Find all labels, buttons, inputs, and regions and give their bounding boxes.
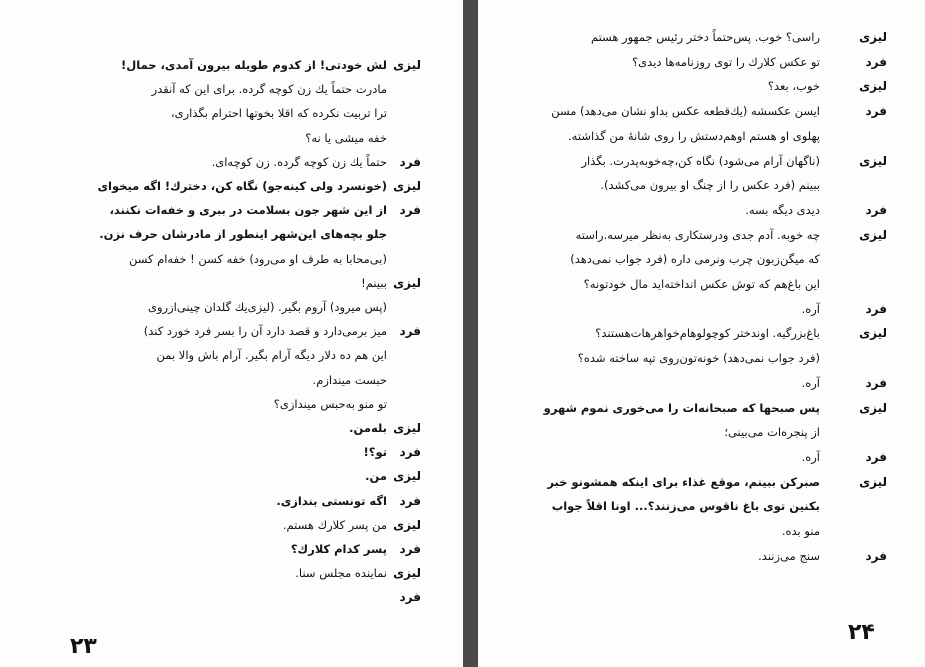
dialogue-line: پسر کدام کلارك؟ (290, 542, 387, 556)
speaker-label: لیزی (859, 326, 887, 341)
dialogue-line: اگه تونستی بندازی. (276, 493, 387, 508)
speaker-label: لیزی (859, 227, 887, 242)
dialogue-line: (پس میرود) آروم بگیر. (لیزی‌یك گلدان چینی‌ازروی (147, 300, 387, 314)
dialogue-line: تو عکس کلارك را توی روزنامه‌ها دیدی؟ (632, 54, 820, 69)
dialogue-line: میز برمی‌دارد و قصد دارد آن را بسر فرد خورد کند) (143, 324, 387, 339)
dialogue-line: لش خودتی! از کدوم طویله بیرون آمدی، حمال! (121, 58, 387, 72)
dialogue-line: حبست میندازم. (312, 372, 387, 387)
speaker-label: فرد (865, 54, 887, 69)
speaker-label: فرد (399, 493, 421, 508)
dialogue-line: تو؟! (363, 445, 387, 460)
dialogue-line: خفه میشی یا نه؟ (305, 130, 387, 145)
speaker-label: فرد (865, 449, 887, 464)
speaker-label: لیزی (393, 469, 421, 484)
speaker-label: فرد (865, 548, 887, 563)
speaker-label: فرد (399, 203, 421, 218)
speaker-label: فرد (865, 202, 887, 217)
dialogue-line: ایسن عکسشه (یك‌قطعه عکس بداو نشان می‌دهد) مسن (551, 104, 820, 119)
dialogue-line: این هم ده دلار دیگه آرام بگیر. آرام باش والا بمن (156, 348, 387, 363)
dialogue-line: پس صبحها که صبحانه‌ات را می‌خوری نموم شهرو (543, 400, 820, 415)
speaker-label: فرد (399, 154, 421, 169)
dialogue-line: این باغ‌هم که توش عکس انداخته‌اید مال خودتونه؟ (583, 277, 820, 291)
dialogue-line: نماینده مجلس سنا. (295, 566, 387, 581)
dialogue-line: آره. (801, 301, 820, 316)
dialogue-line: دیدی دیگه بسه. (745, 202, 820, 217)
dialogue-line: (بی‌محابا به طرف او می‌رود) خفه کسن ! خفه‌ام کسن (128, 251, 387, 266)
dialogue-line: که میگن‌زبون چرب ونرمی داره (فرد جواب نمی‌دهد) (570, 252, 820, 267)
dialogue-line: از پنجره‌ات می‌بینی؛ (724, 425, 820, 440)
speaker-label: لیزی (859, 400, 887, 415)
speaker-label: فرد (865, 301, 887, 316)
dialogue-line: خوب، بعد؟ (767, 79, 820, 94)
speaker-label: لیزی (393, 517, 421, 532)
speaker-label: لیزی (393, 421, 421, 435)
dialogue-line: ببینم (فرد عکس را از چنگ او بیرون می‌کشد). (600, 178, 820, 193)
dialogue-line: من. (365, 469, 387, 484)
dialogue-line: سنج می‌زنند. (758, 548, 820, 563)
dialogue-line: صبرکن ببینم، موقع غذاء برای اینکه همشونو خبر (547, 474, 820, 489)
speaker-label: فرد (399, 590, 421, 605)
speaker-label: لیزی (859, 79, 887, 94)
speaker-label: فرد (865, 375, 887, 390)
speaker-label: لیزی (393, 275, 421, 290)
dialogue-line: راسی؟ خوب. پس‌حتماً دختر رئیس جمهور هستم (590, 30, 820, 44)
speaker-label: لیزی (859, 153, 887, 168)
dialogue-line: ترا تربیت نکرده که اقلا بخوتها احترام بگذاری، (170, 106, 387, 121)
dialogue-line: آره. (801, 375, 820, 390)
dialogue-line: (خونسرد ولی کینه‌جو) نگاه کن، دخترك! اگه میخوای (97, 179, 387, 193)
dialogue-line: حتماً یك زن کوچه گرده. زن کوچه‌ای. (211, 154, 387, 169)
right-page (478, 0, 925, 667)
speaker-label: لیزی (393, 58, 421, 72)
book-gutter (463, 0, 478, 667)
right-page-number: ۲۴ (848, 620, 875, 645)
dialogue-line: بله‌من. (349, 421, 387, 435)
dialogue-line: چه خوبه. آدم جدی ودرستکاری به‌نظر میرسه.راسته (575, 227, 820, 242)
dialogue-line: باغ‌بزرگیه. اوندختر کوچولو‌هام‌خواهرهات‌هستند؟ (595, 326, 820, 341)
dialogue-line: مادرت حتماً یك زن کوچه گرده. برای این که آنقدر (151, 82, 387, 97)
speaker-label: لیزی (859, 474, 887, 489)
dialogue-line: پهلوی او هستم اوهم‌دستش را روی شانهٔ من گذاشته. (568, 128, 820, 143)
dialogue-line: بکنین توی باغ ناقوس می‌زنند؟... اونا اقلاً جواب (551, 499, 820, 514)
speaker-label: لیزی (393, 179, 421, 193)
dialogue-line: تو منو به‌حبس میندازی؟ (273, 396, 387, 411)
dialogue-line: ببینم! (361, 275, 387, 290)
dialogue-line: منو بده. (781, 524, 820, 538)
speaker-label: فرد (865, 104, 887, 119)
dialogue-line: از این شهر جون بسلامت در ببری و خفه‌ات نکنند، (109, 203, 387, 218)
speaker-label: فرد (399, 324, 421, 339)
speaker-label: فرد (399, 445, 421, 460)
dialogue-line: من پسر کلارك هستم. (282, 517, 387, 532)
dialogue-line: آره. (801, 449, 820, 464)
speaker-label: فرد (399, 542, 421, 556)
left-page-number: ۲۳ (70, 634, 97, 659)
dialogue-line: (ناگهان آرام می‌شود) نگاه کن،چه‌خوبه‌پدرت. بگذار (581, 153, 820, 168)
dialogue-line: جلو بچه‌های این‌شهر اینطور از مادرشان حرف نزن. (99, 227, 387, 242)
dialogue-line: (فرد جواب نمی‌دهد) خونه‌تون‌روی تپه ساخته شده؟ (577, 351, 820, 366)
speaker-label: لیزی (393, 566, 421, 581)
speaker-label: لیزی (859, 30, 887, 44)
